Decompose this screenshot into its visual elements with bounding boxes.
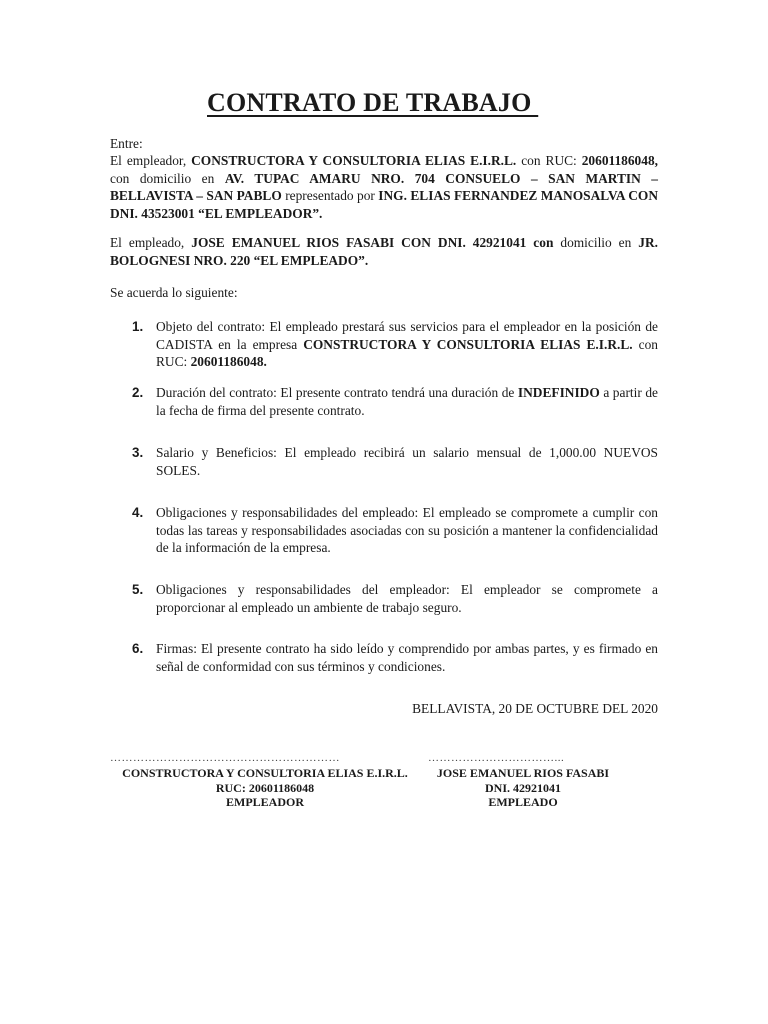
clause-2-text: Duración del contrato: El presente contrato tendrá una duración de (156, 385, 518, 400)
clause-text: Salario y Beneficios: El empleado recibirá un salario mensual de 1,000.00 NUEVOS SOLES. (156, 445, 658, 478)
clause-number: 3. (132, 445, 144, 460)
employer-signature-role: EMPLEADOR (226, 795, 304, 809)
employer-signature-block (110, 766, 420, 810)
clause-number: 4. (132, 505, 144, 520)
entre-label: Entre: (110, 136, 143, 151)
employee-signature-block (428, 766, 618, 810)
employer-signature-id: RUC: 20601186048 (215, 780, 315, 795)
clause-text: Firmas: El presente contrato ha sido leído y comprendido por ambas partes, y es firmado en señal de conformidad con sus términos y condiciones. (156, 641, 658, 674)
page-title: CONTRATO DE TRABAJO (207, 88, 539, 117)
employee-name: JOSE EMANUEL RIOS FASABI CON DNI. 42921041 con (191, 235, 554, 250)
employer-text-4: representado por (281, 188, 379, 203)
clause-2-text-end: a partir de la fecha de firma del presente contrato. (156, 385, 658, 418)
clause-number: 2. (132, 385, 144, 400)
employer-text-2: con RUC: (516, 153, 582, 168)
employer-text-1: El empleador, (110, 153, 192, 168)
employer-address: AV. TUPAC AMARU NRO. 704 CONSUELO – SAN MARTIN – BELLAVISTA – SAN PABLO (110, 170, 659, 203)
employer-representative: ING. ELIAS FERNANDEZ MANOSALVA CON DNI. 43523001 “EL EMPLEADOR”. (110, 188, 658, 221)
clause-1-ruc: 20601186048. (190, 354, 267, 369)
clause-number: 6. (132, 641, 144, 656)
employee-signature-name: JOSE EMANUEL RIOS FASABI (436, 766, 610, 780)
clause-text (156, 318, 658, 371)
employee-text-1: El empleado, (110, 235, 192, 250)
employee-signature-line: ……………………………... (428, 752, 565, 764)
clause-2-duration: INDEFINIDO (517, 385, 600, 400)
employer-paragraph (110, 152, 658, 222)
clause-1-ruc-label: con RUC: (156, 336, 658, 369)
clause-number: 1. (132, 319, 144, 334)
place-date: BELLAVISTA, 20 DE OCTUBRE DEL 2020 (412, 701, 658, 716)
employer-ruc: 20601186048, (581, 153, 658, 168)
employee-paragraph (110, 234, 658, 269)
clause-1-text: Objeto del contrato: El empleado prestará sus servicios para el empleador en la posición de CADISTA en la empresa (156, 319, 658, 352)
employer-company: CONSTRUCTORA Y CONSULTORIA ELIAS E.I.R.L. (191, 153, 517, 168)
clause-text (156, 384, 658, 419)
clause-1-company: CONSTRUCTORA Y CONSULTORIA ELIAS E.I.R.L. (303, 336, 633, 352)
clause-text: Obligaciones y responsabilidades del empleado: El empleado se compromete a cumplir con todas las tareas y responsabilidades asociadas con su posición a mantener la confidencialidad de la información de la empresa. (156, 505, 658, 555)
employer-text-3: con domicilio en (110, 170, 225, 186)
clause-text: Obligaciones y responsabilidades del empleador: El empleador se compromete a proporcionar al empleado un ambiente de trabajo seguro. (156, 582, 658, 615)
employee-address: JR. BOLOGNESI NRO. 220 “EL EMPLEADO”. (110, 235, 659, 268)
agreement-intro: Se acuerda lo siguiente: (110, 285, 238, 300)
employee-text-2: domicilio en (553, 235, 639, 250)
employer-signature-line: …………………………………………………… (110, 752, 340, 764)
employee-signature-role: EMPLEADO (488, 795, 558, 809)
employee-signature-id: DNI. 42921041 (484, 780, 561, 795)
clause-number: 5. (132, 582, 144, 597)
employer-signature-name: CONSTRUCTORA Y CONSULTORIA ELIAS E.I.R.L. (122, 766, 408, 780)
